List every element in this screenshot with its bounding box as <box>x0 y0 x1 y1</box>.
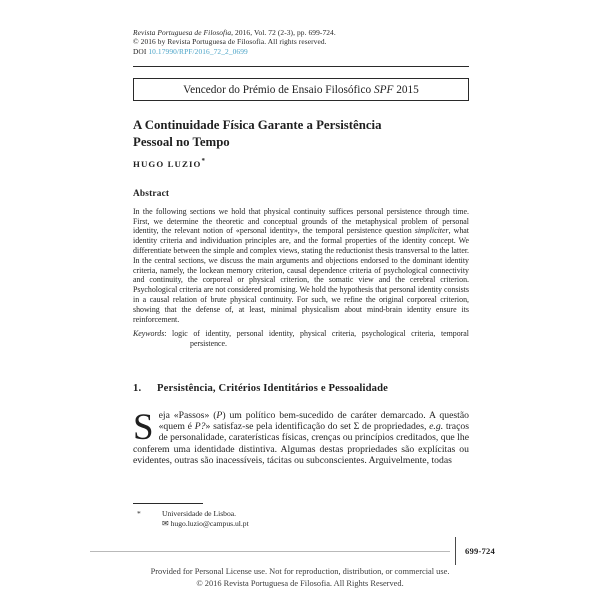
body-text-italic: P? <box>194 421 206 433</box>
abstract-heading: Abstract <box>133 189 170 199</box>
footnote-email-line <box>162 519 469 529</box>
section-1-title: Persistência, Critérios Identitários e Pessoalidade <box>157 383 388 394</box>
doi-link[interactable]: 10.17990/RPF/2016_72_2_0699 <box>148 46 248 56</box>
article-title-line1: A Continuidade Física Garante a Persistência <box>133 118 382 132</box>
keywords-list: : logic of identity, personal identity, physical criteria, psychological criteria, temporal persistence. <box>164 329 469 349</box>
page-range-tab <box>455 537 495 565</box>
author-footnote-mark: * <box>201 157 207 165</box>
body-text-italic: e.g. <box>429 421 444 433</box>
article-title <box>133 117 469 150</box>
license-footer <box>0 566 600 589</box>
author-line <box>133 157 469 169</box>
award-banner-year: 2015 <box>393 83 419 96</box>
author-email-link[interactable]: hugo.luzio@campus.ul.pt <box>170 518 249 528</box>
abstract-text: In the following sections we hold that physical continuity suffices personal persistence through time. First, we determine the theoretic and conceptual grounds of the metaphysical problem of personal identity, the relevant notion of «personal identity», the temporal persistence question <box>133 206 469 236</box>
abstract-body <box>133 207 469 325</box>
award-banner-text: Vencedor do Prémio de Ensaio Filosófico <box>183 83 374 96</box>
doi-label: DOI <box>133 46 149 56</box>
award-banner <box>133 78 469 101</box>
section-1-number: 1. <box>133 383 142 394</box>
drop-cap: S <box>133 407 154 448</box>
award-banner-spf: SPF <box>373 83 394 96</box>
footer-rule <box>90 551 450 552</box>
masthead <box>133 28 469 56</box>
envelope-icon: ✉ <box>162 518 169 528</box>
body-text: » satisfaz-se pela identificação do set Σ de propriedades, <box>205 421 430 433</box>
body-paragraph <box>133 407 469 466</box>
journal-name: Revista Portuguesa de Filosofia <box>133 28 232 37</box>
keywords-label: Keywords <box>133 329 165 339</box>
abstract-section <box>133 190 469 349</box>
body-text: traços de personalidade, caraterísticas físicas, crenças ou princípios creditados, que lhe conferem uma identidade distintiva. Algumas destas propriedades são explícitas ou evidentes, outras são inacessíveis, tácitas ou subconscientes. Arguivelmente, todas <box>133 421 469 466</box>
section-1-heading <box>133 383 469 394</box>
body-text: eja «Passos» ( <box>158 410 217 421</box>
article-title-line2: Pessoal no Tempo <box>133 134 230 149</box>
page-range-text: 699-724 <box>465 546 496 556</box>
footer-copyright-line: © 2016 Revista Portuguesa de Filosofia. All Rights Reserved. <box>196 578 404 588</box>
journal-meta: , 2016, Vol. 72 (2-3), pp. 699-724. <box>231 28 336 37</box>
abstract-italic-term: simpliciter <box>414 226 449 236</box>
footnote-rule <box>133 503 203 504</box>
doi-line <box>133 47 469 56</box>
copyright-line: © 2016 by Revista Portuguesa de Filosofia. All rights reserved. <box>133 37 327 47</box>
footnote <box>133 509 469 528</box>
footnote-marker: * <box>137 509 141 518</box>
footnote-affiliation: Universidade de Lisboa. <box>162 509 237 518</box>
keywords-line <box>133 329 469 349</box>
license-line: Provided for Personal License use. Not for reproduction, distribution, or commercial use. <box>150 567 450 576</box>
journal-citation-line <box>133 28 469 37</box>
abstract-text-rest: , what identity criteria and individuation principles are, and the formal properties of the identity concept. We differentiate between the simple and complex views, stating the reductionist thesis transversal to the latter. In the central sections, we discuss the main arguments and objections endorsed to the dominant identity criteria, namely, the lockean memory criterion, causal dependence criteria of psychological connectivity and continuity, the corporeal or physical criterion, the somatic view and the cerebral criterion. Psychological criteria are not considered promising. We hold the hypothesis that personal identity consists in a causal relation of brute physical continuity. For such, we refine the original corporeal criterion, showing that the defense of, at least, minimal physicalism about mind-brain identity ensure its reinforcement. <box>133 226 469 324</box>
body-text-italic: P <box>216 410 223 421</box>
header-rule <box>133 66 469 67</box>
body-text: ) um político bem-sucedido de caráter demarcado. A questão «quem é <box>158 410 469 433</box>
author-name: HUGO LUZIO <box>133 158 202 169</box>
